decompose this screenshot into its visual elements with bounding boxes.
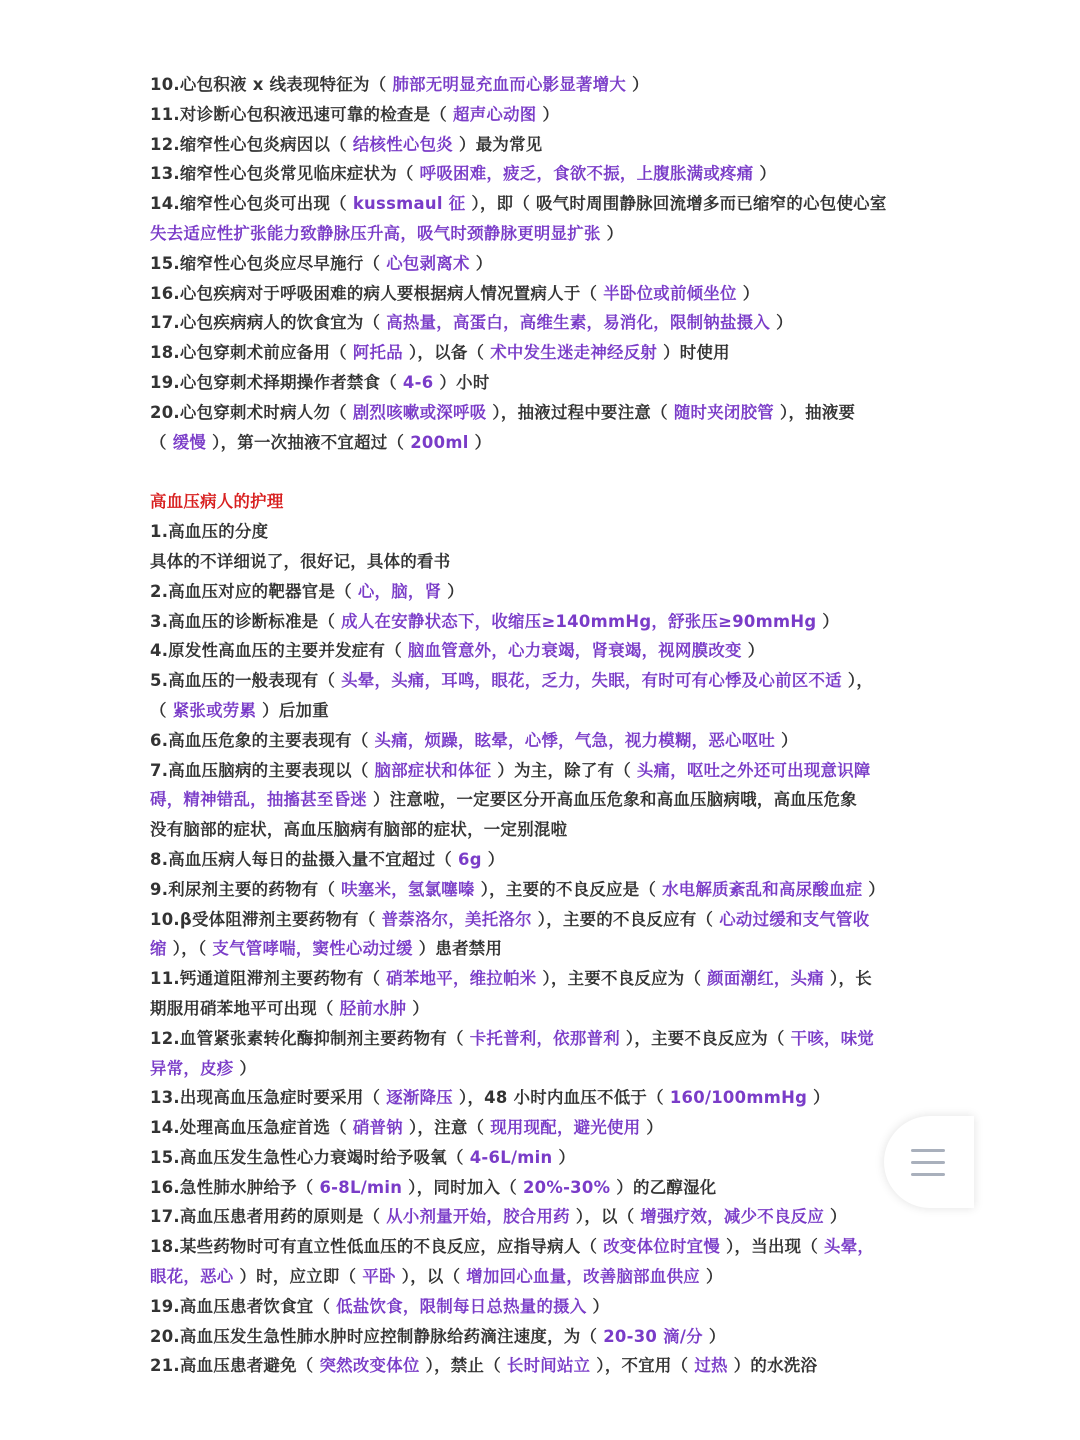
question-text: 没有脑部的症状，高血压脑病有脑部的症状，一定别混啦 — [150, 820, 568, 840]
text-line — [150, 308, 950, 338]
answer-highlight: 随时夹闭胶管 — [673, 402, 774, 422]
text-line — [150, 1143, 950, 1173]
question-text: ）患者禁用 — [412, 939, 503, 959]
text-line — [150, 249, 950, 279]
question-text: ），48 小时内血压不低于（ — [453, 1088, 670, 1108]
text-line — [150, 1292, 950, 1322]
answer-highlight: 头痛，烦躁，眩晕，心悸，气急，视力模糊，恶心呕吐 — [374, 730, 776, 750]
answer-highlight: 颜面潮红，头痛 — [707, 969, 825, 989]
text-line — [150, 845, 950, 875]
question-text: 6.高血压危象的主要表现有（ — [150, 730, 375, 750]
question-text: ）时，应立即（ — [233, 1267, 363, 1287]
question-text: ），以（ — [569, 1207, 641, 1227]
question-text: 18.某些药物时可有直立性低血压的不良反应，应指导病人（ — [150, 1237, 604, 1257]
text-line — [150, 1083, 950, 1113]
question-text: 14.处理高血压急症首选（ — [150, 1118, 353, 1138]
answer-highlight: 心动过缓和支气管收 — [719, 909, 870, 929]
answer-highlight: 过热 — [694, 1356, 728, 1376]
answer-highlight: 头晕，头痛，耳鸣，眼花，乏力，失眠，有时可有心悸及心前区不适 — [341, 671, 842, 691]
answer-highlight: 平卧 — [362, 1267, 396, 1287]
question-text: 16.心包疾病对于呼吸困难的病人要根据病人情况置病人于（ — [150, 283, 604, 303]
answer-highlight: 缩 — [150, 939, 167, 959]
question-text: 9.利尿剂主要的药物有（ — [150, 879, 342, 899]
text-line — [150, 1202, 950, 1232]
section-spacer — [150, 457, 950, 487]
answer-highlight: 头晕， — [824, 1237, 875, 1257]
question-text: （ — [150, 432, 173, 452]
answer-highlight: 现用现配，避光使用 — [490, 1118, 641, 1138]
question-text: 15.高血压发生急性心力衰竭时给予吸氧（ — [150, 1147, 470, 1167]
question-text: 12.血管紧张素转化酶抑制剂主要药物有（ — [150, 1028, 470, 1048]
question-text: ） — [736, 283, 760, 303]
answer-highlight: 剧烈咳嗽或深呼吸 — [352, 402, 487, 422]
hamburger-menu-icon — [911, 1173, 945, 1176]
text-line — [150, 189, 950, 219]
question-text: ），不宜用（ — [590, 1356, 695, 1376]
text-line — [150, 219, 950, 249]
answer-highlight: 心包剥离术 — [386, 253, 470, 273]
hamburger-menu-icon — [911, 1149, 945, 1152]
question-text: ） — [600, 223, 624, 243]
text-line — [150, 1054, 950, 1084]
answer-highlight: 眼花，恶心 — [150, 1267, 234, 1287]
question-text: ） — [481, 849, 505, 869]
answer-highlight: 硝苯地平，维拉帕米 — [386, 969, 537, 989]
answer-highlight: kussmaul 征 — [352, 194, 466, 214]
question-text: ），（ — [166, 939, 213, 959]
question-text: ） — [552, 1147, 576, 1167]
answer-highlight: 长时间站立 — [506, 1356, 591, 1376]
question-text: 17.高血压患者用药的原则是（ — [150, 1207, 387, 1227]
question-text: ），抽液过程中要注意（ — [486, 402, 674, 422]
question-text: ），第一次抽液不宜超过（ — [206, 432, 411, 452]
answer-highlight: 支气管哮喘，窦性心动过缓 — [212, 939, 413, 959]
answer-highlight: 4-6 — [402, 372, 434, 392]
answer-highlight: 干咳，味觉 — [790, 1028, 875, 1048]
text-line — [150, 994, 950, 1024]
question-text: 12.缩窄性心包炎病因以（ — [150, 134, 353, 154]
answer-highlight: 肺部无明显充血而心影显著增大 — [392, 75, 627, 94]
question-text: 1.高血压的分度 — [150, 522, 269, 542]
answer-highlight: 头痛，呕吐之外还可出现意识障 — [636, 760, 871, 780]
answer-highlight: 增强疗效，减少不良反应 — [640, 1207, 825, 1227]
answer-highlight: 异常，皮疹 — [150, 1058, 234, 1078]
question-text: ） — [468, 432, 492, 452]
question-text: 21.高血压患者避免（ — [150, 1356, 320, 1376]
question-text: ） — [699, 1267, 723, 1287]
question-text: ），同时加入（ — [402, 1177, 523, 1197]
answer-highlight: 脑部症状和体征 — [374, 760, 492, 780]
question-text: 2.高血压对应的靶器官是（ — [150, 581, 358, 601]
answer-highlight: 突然改变体位 — [319, 1356, 420, 1376]
answer-highlight: 20%-30% — [522, 1177, 611, 1197]
text-line — [150, 934, 950, 964]
question-text: 20.心包穿刺术时病人勿（ — [150, 402, 353, 422]
text-line — [150, 756, 950, 786]
question-text: 19.高血压患者饮食宜（ — [150, 1296, 337, 1316]
question-text: ），注意（ — [402, 1118, 491, 1138]
question-text: 7.高血压脑病的主要表现以（ — [150, 760, 375, 780]
question-text: 14.缩窄性心包炎可出现（ — [150, 194, 353, 214]
text-line — [150, 547, 950, 577]
answer-highlight: 心，脑，肾 — [357, 581, 442, 601]
question-text: 20.高血压发生急性肺水肿时应控制静脉给药滴注速度，为（ — [150, 1326, 604, 1346]
answer-highlight: 硝普钠 — [352, 1118, 403, 1138]
question-text: 10.心包积液 x 线表现特征为（ — [150, 75, 393, 94]
document-body — [150, 70, 950, 1381]
question-text: ），即（ 吸气时周围静脉回流增多而已缩窄的心包使心室 — [465, 194, 887, 214]
question-text: ），主要的不良反应有（ — [531, 909, 720, 929]
floating-menu-button[interactable] — [884, 1116, 974, 1208]
question-text: ） — [233, 1058, 257, 1078]
question-text: ） — [775, 730, 798, 750]
answer-highlight: 普萘洛尔，美托洛尔 — [381, 909, 532, 929]
answer-highlight: 改变体位时宜慢 — [603, 1237, 721, 1257]
question-text: ） — [807, 1088, 830, 1108]
question-text: ），主要不良反应为（ — [536, 969, 708, 989]
answer-highlight: 脑血管意外，心力衰竭，肾衰竭，视网膜改变 — [407, 641, 742, 661]
question-text: ）小时 — [433, 372, 490, 392]
question-text: （ — [150, 700, 173, 720]
answer-highlight: 碍，精神错乱，抽搐甚至昏迷 — [150, 790, 367, 810]
answer-highlight: 超声心动图 — [453, 104, 537, 124]
answer-highlight: 结核性心包炎 — [352, 134, 454, 154]
answer-highlight: 成人在安静状态下，收缩压≥140mmHg，舒张压≥90mmHg — [341, 611, 817, 631]
text-line — [150, 338, 950, 368]
question-text: 19.心包穿刺术择期操作者禁食（ — [150, 372, 403, 392]
answer-highlight: 6-8L/min — [319, 1177, 403, 1197]
question-text: 5.高血压的一般表现有（ — [150, 671, 342, 691]
question-text: 11.对诊断心包积液迅速可靠的检查是（ — [150, 104, 453, 124]
text-line — [150, 368, 950, 398]
question-text: ），主要的不良反应是（ — [474, 879, 663, 899]
question-text: ），禁止（ — [419, 1356, 507, 1376]
answer-highlight: 呋塞米，氢氯噻嗪 — [341, 879, 475, 899]
text-line — [150, 1173, 950, 1203]
question-text: 17.心包疾病病人的饮食宜为（ — [150, 313, 387, 333]
answer-highlight: 卡托普利，依那普利 — [469, 1028, 620, 1048]
text-line — [150, 1262, 950, 1292]
question-text: ） — [469, 253, 493, 273]
text-line — [150, 100, 950, 130]
question-text: ）最为常见 — [453, 134, 543, 154]
question-text: ）的乙醇湿化 — [610, 1177, 717, 1197]
answer-highlight: 高热量，高蛋白，高维生素，易消化，限制钠盐摄入 — [386, 313, 771, 333]
text-line — [150, 130, 950, 160]
answer-highlight: 增加回心血量，改善脑部血供应 — [466, 1267, 700, 1287]
text-line — [150, 279, 950, 309]
question-text: ） — [702, 1326, 726, 1346]
text-line — [150, 636, 950, 666]
text-line — [150, 726, 950, 756]
question-text: 15.缩窄性心包炎应尽早施行（ — [150, 253, 387, 273]
text-line — [150, 666, 950, 696]
answer-highlight: 阿托品 — [352, 343, 403, 363]
answer-highlight: 呼吸困难，疲乏，食欲不振，上腹胀满或疼痛 — [419, 164, 754, 184]
question-text: ） — [770, 313, 793, 333]
question-text: ） — [741, 641, 765, 661]
text-line — [150, 696, 950, 726]
hypertension-section — [150, 517, 950, 1381]
question-text: 3.高血压的诊断标准是（ — [150, 611, 342, 631]
question-text: ） — [824, 1207, 847, 1227]
text-line — [150, 577, 950, 607]
question-text: 具体的不详细说了，很好记，具体的看书 — [150, 551, 451, 571]
question-text: ），当出现（ — [720, 1237, 825, 1257]
text-line — [150, 1322, 950, 1352]
question-text: ） — [640, 1118, 664, 1138]
text-line — [150, 875, 950, 905]
text-line — [150, 517, 950, 547]
text-line — [150, 785, 950, 815]
text-line — [150, 1024, 950, 1054]
answer-highlight: 水电解质紊乱和高尿酸血症 — [662, 879, 863, 899]
question-text: ） — [753, 164, 777, 184]
question-text: ），以（ — [395, 1267, 467, 1287]
answer-highlight: 160/100mmHg — [669, 1088, 808, 1108]
pericardial-section — [150, 70, 950, 457]
text-line — [150, 1232, 950, 1262]
answer-highlight: 从小剂量开始，胶合用药 — [386, 1207, 570, 1227]
question-text: ）注意啦，一定要区分开高血压危象和高血压脑病哦，高血压危象 — [366, 790, 858, 810]
answer-highlight: 4-6L/min — [469, 1147, 553, 1167]
text-line — [150, 964, 950, 994]
question-text: ），抽液要 — [773, 402, 856, 422]
question-text: 8.高血压病人每日的盐摄入量不宜超过（ — [150, 849, 458, 869]
text-line — [150, 815, 950, 845]
question-text: 期服用硝苯地平可出现（ — [150, 998, 340, 1018]
question-text: ） — [536, 104, 560, 124]
question-text: ） — [626, 75, 649, 94]
question-text: ） — [406, 998, 430, 1018]
answer-highlight: 半卧位或前倾坐位 — [603, 283, 737, 303]
question-text: ），长 — [824, 969, 872, 989]
answer-highlight: 6g — [457, 849, 482, 869]
question-text: ） — [862, 879, 886, 899]
question-text: ） — [816, 611, 840, 631]
question-text: ）的水洗浴 — [727, 1356, 818, 1376]
question-text: ） — [586, 1296, 610, 1316]
question-text: 4.原发性高血压的主要并发症有（ — [150, 641, 408, 661]
question-text: ）为主，除了有（ — [491, 760, 637, 780]
answer-highlight: 术中发生迷走神经反射 — [490, 343, 658, 363]
question-text: 11.钙通道阻滞剂主要药物有（ — [150, 969, 387, 989]
text-line — [150, 1351, 950, 1381]
question-text: 13.缩窄性心包炎常见临床症状为（ — [150, 164, 420, 184]
answer-highlight: 胫前水肿 — [339, 998, 407, 1018]
answer-highlight: 200ml — [410, 432, 469, 452]
text-line — [150, 70, 950, 100]
question-text: ）， — [841, 671, 874, 691]
question-text: ），以备（ — [402, 343, 491, 363]
question-text: ）时使用 — [657, 343, 730, 363]
question-text: 16.急性肺水肿给予（ — [150, 1177, 320, 1197]
question-text: ），主要不良反应为（ — [619, 1028, 791, 1048]
text-line — [150, 398, 950, 428]
answer-highlight: 缓慢 — [172, 432, 207, 452]
question-text: ）后加重 — [256, 700, 329, 720]
text-line — [150, 905, 950, 935]
text-line — [150, 159, 950, 189]
answer-highlight: 逐渐降压 — [386, 1088, 453, 1108]
text-line — [150, 1113, 950, 1143]
question-text: 10.β受体阻滞剂主要药物有（ — [150, 909, 382, 929]
question-text: 13.出现高血压急症时要采用（ — [150, 1088, 387, 1108]
question-text: 18.心包穿刺术前应备用（ — [150, 343, 353, 363]
question-text: ） — [441, 581, 464, 601]
text-line — [150, 607, 950, 637]
text-line — [150, 428, 950, 458]
section-title: 高血压病人的护理 — [150, 492, 284, 512]
answer-highlight: 失去适应性扩张能力致静脉压升高，吸气时颈静脉更明显扩张 — [150, 223, 601, 243]
answer-highlight: 20-30 滴/分 — [603, 1326, 703, 1346]
answer-highlight: 紧张或劳累 — [172, 700, 257, 720]
hamburger-menu-icon — [911, 1161, 945, 1164]
answer-highlight: 低盐饮食，限制每日总热量的摄入 — [336, 1296, 587, 1316]
